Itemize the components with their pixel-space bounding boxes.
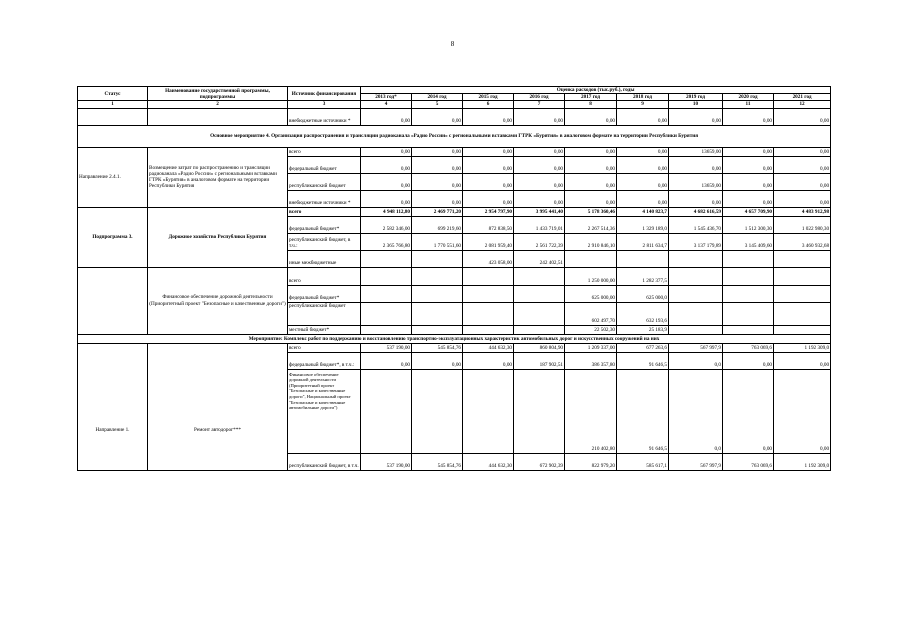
table-row: [78, 267, 831, 285]
value-cell: 0,00: [774, 190, 831, 207]
value-cell: [361, 267, 412, 285]
value-cell: 872 838,50: [463, 216, 514, 233]
header-year: 2018 год: [617, 94, 669, 101]
value-cell: 3 995 441,40: [514, 207, 565, 216]
value-cell: [774, 285, 831, 302]
table-row: [78, 108, 831, 125]
value-cell: [669, 325, 723, 334]
value-cell: 699 219,60: [412, 216, 463, 233]
value-cell: 585 617,1: [617, 453, 669, 470]
table-header-row: [78, 87, 831, 94]
value-cell: 625 000,0: [617, 285, 669, 302]
value-cell: 3 460 932,68: [774, 233, 831, 250]
value-cell: 0,00: [514, 190, 565, 207]
value-cell: 210 402,80: [565, 369, 617, 453]
source-cell: местный бюджет*: [288, 325, 361, 334]
source-cell: всего: [288, 207, 361, 216]
value-cell: 0,00: [669, 190, 723, 207]
value-cell: [723, 302, 774, 325]
value-cell: 763 069,6: [723, 453, 774, 470]
source-cell: республиканский бюджет, в т.ч.: [288, 453, 361, 470]
value-cell: 2 954 797,90: [463, 207, 514, 216]
value-cell: 0,00: [463, 173, 514, 190]
value-cell: 0,00: [514, 108, 565, 125]
header-source: Источник финансирования: [288, 87, 361, 101]
value-cell: 0,00: [412, 190, 463, 207]
value-cell: [669, 302, 723, 325]
value-cell: 4 657 709,90: [723, 207, 774, 216]
value-cell: 1 192 309,0: [774, 453, 831, 470]
value-cell: 0,00: [565, 156, 617, 173]
value-cell: 2 582 346,00: [361, 216, 412, 233]
value-cell: 1 250 000,00: [565, 267, 617, 285]
value-cell: 3 145 409,60: [723, 233, 774, 250]
value-cell: 0,00: [723, 173, 774, 190]
col-num: 9: [617, 101, 669, 108]
page-number: 8: [450, 40, 455, 48]
value-cell: 625 000,00: [565, 285, 617, 302]
value-cell: [412, 267, 463, 285]
value-cell: 567 997,9: [669, 453, 723, 470]
table-row: [78, 207, 831, 216]
value-cell: [774, 302, 831, 325]
value-cell: 4 948 112,80: [361, 207, 412, 216]
value-cell: 0,00: [463, 147, 514, 156]
header-status: Статус: [78, 87, 148, 101]
status-cell: Подпрограмма 3.: [78, 207, 148, 267]
source-cell: республиканский бюджет, в т.ч.:: [288, 233, 361, 250]
value-cell: 25 183,9: [617, 325, 669, 334]
value-cell: 0,00: [669, 156, 723, 173]
value-cell: 13659,00: [669, 173, 723, 190]
table-column-numbers: [78, 101, 831, 108]
value-cell: [723, 267, 774, 285]
value-cell: 672 902,39: [514, 453, 565, 470]
source-cell: Финансовое обеспечение дорожной деятельности (Приоритетный проект "Безопасные и качественные дороги", Национальный проект "Безопасные и качественные автомобильные дороги"): [288, 369, 361, 453]
value-cell: 0,00: [617, 156, 669, 173]
source-cell: республиканский бюджет: [288, 302, 361, 325]
value-cell: [361, 250, 412, 267]
value-cell: 0,00: [463, 108, 514, 125]
value-cell: [463, 325, 514, 334]
value-cell: 0,00: [412, 108, 463, 125]
value-cell: [514, 302, 565, 325]
value-cell: 2 811 634,7: [617, 233, 669, 250]
value-cell: [514, 369, 565, 453]
value-cell: 0,00: [617, 147, 669, 156]
value-cell: 0,00: [514, 156, 565, 173]
value-cell: 537 190,00: [361, 343, 412, 352]
header-year: 2017 год: [565, 94, 617, 101]
value-cell: [774, 250, 831, 267]
value-cell: 0,00: [617, 108, 669, 125]
value-cell: [723, 325, 774, 334]
value-cell: 0,00: [412, 147, 463, 156]
value-cell: 1 282 377,5: [617, 267, 669, 285]
value-cell: 537 190,00: [361, 453, 412, 470]
value-cell: 567 997,9: [669, 343, 723, 352]
value-cell: 1 209 337,00: [565, 343, 617, 352]
status-cell: Направление 1.: [78, 343, 148, 470]
value-cell: 0,00: [412, 173, 463, 190]
value-cell: [774, 267, 831, 285]
value-cell: [361, 325, 412, 334]
col-num: 10: [669, 101, 723, 108]
table-row: [78, 343, 831, 352]
value-cell: 763 069,6: [723, 343, 774, 352]
value-cell: 0,00: [514, 147, 565, 156]
value-cell: 860 804,90: [514, 343, 565, 352]
value-cell: [361, 285, 412, 302]
value-cell: 0,00: [565, 173, 617, 190]
value-cell: 0,00: [723, 369, 774, 453]
col-num: 7: [514, 101, 565, 108]
source-cell: всего: [288, 267, 361, 285]
value-cell: 1 022 980,30: [774, 216, 831, 233]
value-cell: 0,00: [774, 352, 831, 369]
value-cell: [669, 267, 723, 285]
value-cell: [669, 285, 723, 302]
value-cell: 0,00: [617, 173, 669, 190]
value-cell: [412, 369, 463, 453]
source-cell: всего: [288, 343, 361, 352]
value-cell: 2 469 771,20: [412, 207, 463, 216]
value-cell: [361, 369, 412, 453]
value-cell: 1 512 300,30: [723, 216, 774, 233]
value-cell: 0,00: [723, 190, 774, 207]
col-num: 12: [774, 101, 831, 108]
value-cell: 0,00: [723, 352, 774, 369]
value-cell: 0,00: [617, 190, 669, 207]
value-cell: [361, 302, 412, 325]
value-cell: 0,00: [774, 108, 831, 125]
section-title: Мероприятие: Комплекс работ по поддержанию и восстановлению транспортно-эксплуатационных характеристик автомобильных дорог и искусственных сооружений на них: [78, 334, 831, 343]
header-year: 2013 год*: [361, 94, 412, 101]
header-year: 2021 год: [774, 94, 831, 101]
value-cell: 0,00: [361, 190, 412, 207]
value-cell: 444 632,30: [463, 453, 514, 470]
value-cell: 822 979,20: [565, 453, 617, 470]
value-cell: [463, 369, 514, 453]
value-cell: [412, 325, 463, 334]
source-cell: внебюджетные источники *: [288, 108, 361, 125]
value-cell: 91 646,5: [617, 369, 669, 453]
value-cell: [723, 285, 774, 302]
value-cell: 0,00: [774, 369, 831, 453]
value-cell: 3 137 179,89: [669, 233, 723, 250]
value-cell: 0,00: [412, 352, 463, 369]
value-cell: 0,00: [463, 156, 514, 173]
value-cell: 2 267 514,36: [565, 216, 617, 233]
value-cell: [412, 302, 463, 325]
value-cell: [723, 250, 774, 267]
source-cell: федеральный бюджет*, в т.ч.:: [288, 352, 361, 369]
value-cell: 1 433 719,01: [514, 216, 565, 233]
value-cell: 0,00: [361, 173, 412, 190]
value-cell: 0,00: [514, 173, 565, 190]
value-cell: 677 263,6: [617, 343, 669, 352]
value-cell: [412, 250, 463, 267]
value-cell: 0,0: [669, 352, 723, 369]
col-num: 5: [412, 101, 463, 108]
value-cell: [412, 285, 463, 302]
section-row: [78, 125, 831, 147]
value-cell: [514, 267, 565, 285]
header-year: 2016 год: [514, 94, 565, 101]
source-cell: республиканский бюджет: [288, 173, 361, 190]
value-cell: 444 632,30: [463, 343, 514, 352]
expense-table: [77, 86, 831, 471]
value-cell: 4 483 912,98: [774, 207, 831, 216]
value-cell: [669, 250, 723, 267]
value-cell: 91 646,5: [617, 352, 669, 369]
source-cell: федеральный бюджет*: [288, 285, 361, 302]
value-cell: 0,00: [565, 190, 617, 207]
header-year: 2020 год: [723, 94, 774, 101]
section-title: Основное мероприятие 4. Организация распространения и трансляции радиоканала «Радио России» с региональными вставками ГТРК «Бурятия» в аналоговом формате на территории Республики Бурятия: [78, 125, 831, 147]
value-cell: 0,00: [723, 108, 774, 125]
value-cell: 2 910 846,10: [565, 233, 617, 250]
col-num: 1: [78, 101, 148, 108]
col-num: 4: [361, 101, 412, 108]
value-cell: 423 058,00: [463, 250, 514, 267]
value-cell: [463, 285, 514, 302]
col-num: 8: [565, 101, 617, 108]
status-cell: Направление 2.4.1.: [78, 147, 148, 207]
value-cell: 1 545 436,70: [669, 216, 723, 233]
value-cell: 187 902,51: [514, 352, 565, 369]
name-cell: Финансовое обеспечение дорожной деятельности (Приоритетный проект "Безопасные и качественные дороги"): [148, 267, 288, 334]
source-cell: федеральный бюджет*: [288, 216, 361, 233]
value-cell: 0,00: [463, 352, 514, 369]
value-cell: 0,00: [565, 108, 617, 125]
col-num: 3: [288, 101, 361, 108]
value-cell: 5 178 360,46: [565, 207, 617, 216]
value-cell: 2 561 722,39: [514, 233, 565, 250]
value-cell: 1 192 309,0: [774, 343, 831, 352]
section-row: [78, 334, 831, 343]
value-cell: [514, 285, 565, 302]
value-cell: 0,00: [361, 147, 412, 156]
value-cell: 545 854,76: [412, 343, 463, 352]
value-cell: [617, 250, 669, 267]
value-cell: 0,00: [463, 190, 514, 207]
value-cell: [565, 250, 617, 267]
name-cell: Дорожное хозяйство Республики Бурятия: [148, 207, 288, 267]
value-cell: 0,00: [723, 156, 774, 173]
header-year: 2014 год: [412, 94, 463, 101]
source-cell: федеральный бюджет: [288, 156, 361, 173]
name-cell: Ремонт автодорог***: [148, 343, 288, 470]
col-num: 6: [463, 101, 514, 108]
value-cell: 0,00: [565, 147, 617, 156]
value-cell: 0,00: [361, 352, 412, 369]
value-cell: 0,00: [412, 156, 463, 173]
value-cell: 1 770 551,60: [412, 233, 463, 250]
col-num: 2: [148, 101, 288, 108]
value-cell: 22 502,30: [565, 325, 617, 334]
value-cell: [463, 302, 514, 325]
value-cell: 0,00: [774, 147, 831, 156]
value-cell: 0,00: [774, 156, 831, 173]
header-estimate: Оценка расходов (тыс.руб.), годы: [361, 87, 831, 94]
table-row: [78, 147, 831, 156]
value-cell: 4 682 616,59: [669, 207, 723, 216]
value-cell: 0,00: [669, 108, 723, 125]
source-cell: всего: [288, 147, 361, 156]
header-year: 2019 год: [669, 94, 723, 101]
value-cell: 602 497,70: [565, 302, 617, 325]
value-cell: 0,00: [774, 173, 831, 190]
value-cell: 1 329 189,0: [617, 216, 669, 233]
value-cell: [774, 325, 831, 334]
value-cell: 632 193,6: [617, 302, 669, 325]
value-cell: 386 357,80: [565, 352, 617, 369]
source-cell: иные межбюджетные: [288, 250, 361, 267]
value-cell: 2 365 766,80: [361, 233, 412, 250]
value-cell: 2 081 959,40: [463, 233, 514, 250]
value-cell: [514, 325, 565, 334]
header-year: 2015 год: [463, 94, 514, 101]
value-cell: [463, 267, 514, 285]
header-name: Наименование государственной программы, подпрограммы: [148, 87, 288, 101]
source-cell: внебюджетные источники *: [288, 190, 361, 207]
value-cell: 4 140 823,7: [617, 207, 669, 216]
value-cell: 13659,00: [669, 147, 723, 156]
name-cell: Возмещение затрат по распространению и трансляции радиоканала «Радио России» с региональными вставками ГТРК «Бурятия» в аналоговом формате на территории Республики Бурятия: [148, 147, 288, 207]
value-cell: 242 402,51: [514, 250, 565, 267]
value-cell: 0,00: [361, 108, 412, 125]
value-cell: 545 854,76: [412, 453, 463, 470]
value-cell: 0,00: [361, 156, 412, 173]
value-cell: 0,00: [723, 147, 774, 156]
col-num: 11: [723, 101, 774, 108]
value-cell: 0,0: [669, 369, 723, 453]
